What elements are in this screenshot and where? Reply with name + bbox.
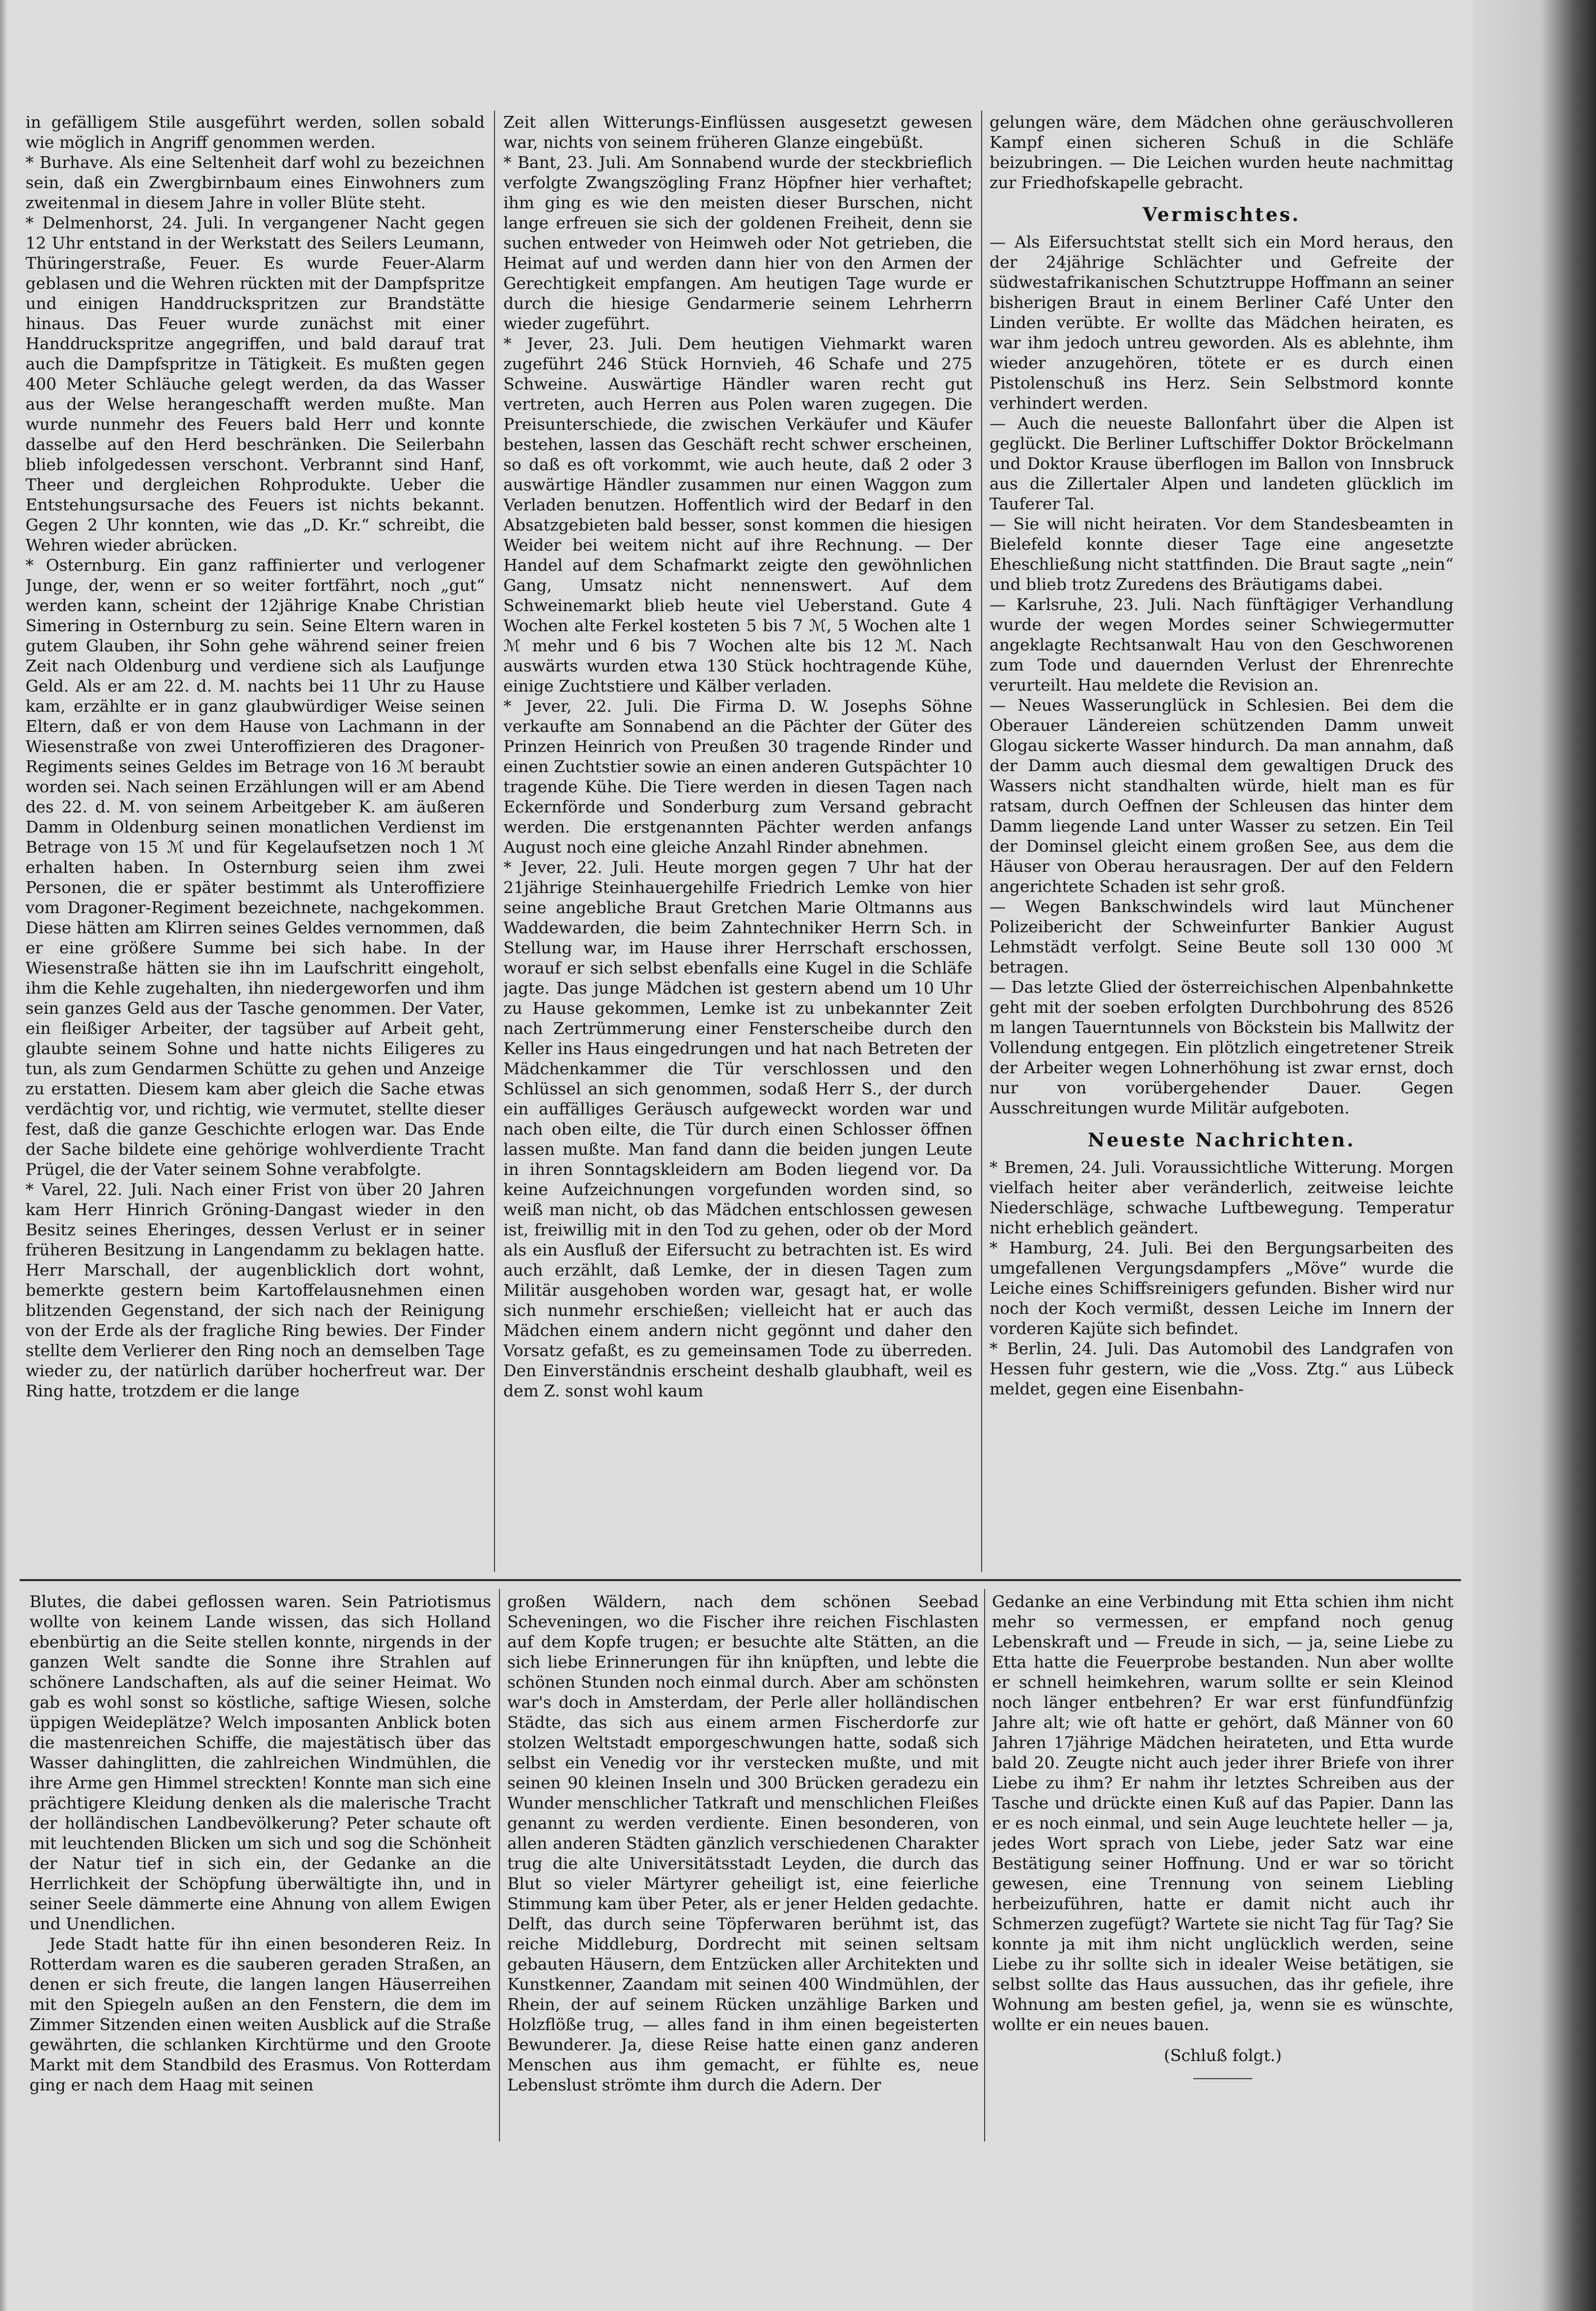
article-paragraph: gelungen wäre, dem Mädchen ohne geräuschvolleren Kampf einen sicheren Schuß in die Schläfe beizubringen. — Die Leichen wurden heute nachmittag zur Friedhofskapelle gebracht. [990, 112, 1454, 192]
article-paragraph: Zeit allen Witterungs-Einflüssen ausgesetzt gewesen war, nichts von seinem früheren Glanze eingebüßt. [503, 112, 972, 152]
article-paragraph: — Wegen Bankschwindels wird laut Münchener Polizeibericht der Schweinfurter Bankier August Lehmstädt verfolgt. Seine Beute soll 130 000 ℳ betragen. [990, 897, 1454, 976]
closing-rule [1193, 2078, 1252, 2079]
top-column-1 [26, 112, 485, 1576]
article-paragraph: Blutes, die dabei geflossen waren. Sein Patriotismus wollte von keinem Lande wissen, das sich Holland ebenbürtig an die Seite stellen konnte, nirgends in der ganzen Welt sandte die Sonne ihre Strahlen auf schönere Landschaften, als auf die seiner Heimat. Wo gab es wohl sonst so köstliche, saftige Wiesen, solche üppigen Weideplätze? Welch imposanten Anblick boten die mastenreichen Schiffe, die majestätisch über das Wasser dahinglitten, die zahlreichen Windmühlen, die ihre Arme gen Himmel streckten! Konnte man sich eine prächtigere Kleidung denken als die malerische Tracht der holländischen Landbevölkerung? Peter schaute oft mit leuchtenden Blicken um sich und sog die Schönheit der Natur tief in sich ein, der Gedanke an die Herrlichkeit der Schöpfung überwältigte ihn, und in seiner Seele dämmerte eine Ahnung von allem Ewigen und Unendlichen. [29, 1592, 491, 1933]
top-column-3 [990, 112, 1454, 1576]
article-paragraph: * Bremen, 24. Juli. Voraussichtliche Witterung. Morgen vielfach heiter aber veränderlich, zeitweise leichte Niederschläge, schwache Luftbewegung. Temperatur nicht erheblich geändert. [990, 1158, 1454, 1237]
column-rule-top-2 [981, 111, 982, 1572]
top-column-2 [503, 112, 972, 1576]
article-paragraph: großen Wäldern, nach dem schönen Seebad Scheveningen, wo die Fischer ihre reichen Fischlasten auf dem Kopfe trugen; er besuchte alte Stätten, an die sich liebe Erinnerungen für ihn knüpften, und lebte die schönen Stunden noch einmal durch. Aber am schönsten war's doch in Amsterdam, der Perle aller holländischen Städte, das sich aus einem armen Fischerdorfe zur stolzen Weltstadt emporgeschwungen hatte, sodaß sich selbst ein Venedig vor ihr verstecken mußte, und mit seinen 90 kleinen Inseln und 300 Brücken geradezu ein Wunder menschlicher Tatkraft und menschlichen Fleißes genannt zu werden verdiente. Einen besonderen, von allen anderen Städten gänzlich verschiedenen Charakter trug die alte Universitätsstadt Leyden, die durch das Blut so vieler Märtyrer geheiligt ist, eine feierliche Stimmung kam über Peter, als er jener Helden gedachte. Delft, das durch seine Töpferwaren berühmt ist, das reiche Middleburg, Dordrecht mit seinen seltsam gebauten Häusern, dem Entzücken aller Architekten und Kunstkenner, Zaandam mit seinen 400 Windmühlen, der Rhein, der auf seinem Rücken unzählige Barken und Holzflöße trug, — alles fand in ihm einen begeisterten Bewunderer. Ja, diese Reise hatte einen ganz anderen Menschen aus ihm gemacht, er fühlte es, neue Lebenslust strömte ihm durch die Adern. Der [507, 1592, 979, 2094]
article-paragraph: * Hamburg, 24. Juli. Bei den Bergungsarbeiten des umgefallenen Vergungsdampfers „Möve“ wurde die Leiche eines Schiffsreinigers gefunden. Bisher wird nur noch der Koch vermißt, dessen Leiche im Innern der vorderen Kajüte sich befindet. [990, 1238, 1454, 1338]
column-rule-top-1 [494, 111, 495, 1572]
article-paragraph: — Sie will nicht heiraten. Vor dem Standesbeamten in Bielefeld konnte dieser Tage eine angesetzte Eheschließung nicht stattfinden. Die Braut sagte „nein“ und blieb trotz Zuredens des Bräutigams dabei. [990, 514, 1454, 594]
article-paragraph: Gedanke an eine Verbindung mit Etta schien ihm nicht mehr so vermessen, er empfand noch genug Lebenskraft und — Freude in sich, — ja, seine Liebe zu Etta hatte die Feuerprobe bestanden. Nun aber wollte er schnell heimkehren, warum sollte er sein Kleinod noch länger entbehren? Er war erst fünfundfünfzig Jahre alt; wie oft hatte er gehört, daß Männer von 60 Jahren 17jährige Mädchen heirateten, und Etta wurde bald 20. Zeugte nicht auch jeder ihrer Briefe von ihrer Liebe zu ihm? Er nahm ihr letztes Schreiben aus der Tasche und drückte einen Kuß auf das Papier. Dann las er es noch einmal, und sein Auge leuchtete heller — ja, jedes Wort sprach von Liebe, jeder Satz war eine Bestätigung seiner Hoffnung. Und er war so töricht gewesen, eine Trennung von seinem Liebling herbeizuführen, hatte er damit nicht auch ihr Schmerzen zugefügt? Wartete sie nicht Tag für Tag? Sie konnte ja mit ihm nicht unglücklich werden, seine Liebe zu ihr sollte sich in idealer Weise betätigen, sie selbst sollte das Haus aussuchen, das ihr gefiele, ihre Wohnung am besten gefiel, ja, wenn sie es wünschte, wollte er ein neues bauen. [992, 1592, 1454, 2034]
article-paragraph: * Burhave. Als eine Seltenheit darf wohl zu bezeichnen sein, daß ein Zwergbirnbaum eines Einwohners zum zweitenmal in diesem Jahre in voller Blüte steht. [26, 153, 485, 212]
section-divider [20, 1579, 1461, 1581]
article-paragraph: * Bant, 23. Juli. Am Sonnabend wurde der steckbrieflich verfolgte Zwangszögling Franz Höpfner hier verhaftet; ihm ging es wie den meisten dieser Burschen, nicht lange erfreuen sie sich der goldenen Freiheit, denn sie suchen entweder von Heimweh oder Not getrieben, die Heimat auf und werden dann hier von den Armen der Gerechtigkeit empfangen. Am heutigen Tage wurde er durch die hiesige Gendarmerie seinem Lehrherrn wieder zugeführt. [503, 153, 972, 333]
article-paragraph: — Das letzte Glied der österreichischen Alpenbahnkette geht mit der soeben erfolgten Durchbohrung des 8526 m langen Tauerntunnels von Böckstein bis Mallwitz der Vollendung entgegen. Ein plötzlich eingetretener Streik der Arbeiter wegen Lohnerhöhung ist zwar ernst, doch nur von vorübergehender Dauer. Gegen Ausschreitungen wurde Militär aufgeboten. [990, 977, 1454, 1117]
page-right-edge [1473, 0, 1596, 2311]
bottom-column-3 [992, 1591, 1454, 2142]
page-left-edge [0, 0, 7, 2311]
section-heading-neueste-nachrichten: Neueste Nachrichten. [1088, 1129, 1355, 1151]
article-paragraph: * Varel, 22. Juli. Nach einer Frist von über 20 Jahren kam Herr Hinrich Gröning-Dangast wieder in den Besitz seines Eheringes, dessen Verlust er in seiner früheren Besitzung in Langendamm zu beklagen hatte. Herr Marschall, der augenblicklich dort wohnt, bemerkte gestern beim Kartoffelausnehmen einen blitzenden Gegenstand, der sich nach der Reinigung von der Erde als der fragliche Ring bewies. Der Finder stellte dem Verlierer den Ring noch an demselben Tage wieder zu, der natürlich darüber hocherfreut war. Der Ring hatte, trotzdem er die lange [26, 1180, 485, 1400]
article-paragraph: — Neues Wasserunglück in Schlesien. Bei dem die Oberauer Ländereien schützenden Damm unweit Glogau sickerte Wasser hindurch. Da man annahm, daß der Damm auch diesmal dem gewaltigen Druck des Wassers nicht standhalten würde, hielt man es für ratsam, durch Oeffnen der Schleusen das hinter dem Damm liegende Land unter Wasser zu setzen. Ein Teil der Dominsel gleicht einem großen See, aus dem die Häuser von Oberau herausragen. Der auf den Feldern angerichtete Schaden ist sehr groß. [990, 696, 1454, 896]
article-paragraph: Jede Stadt hatte für ihn einen besonderen Reiz. In Rotterdam waren es die sauberen geraden Straßen, an denen er sich freute, die langen langen Häuserreihen mit den Spiegeln außen an den Fenstern, die dem im Zimmer Sitzenden einen weiten Ausblick auf die Straße gewährten, die schlanken Kirchtürme und den Groote Markt mit dem Standbild des Erasmus. Von Rotterdam ging er nach dem Haag mit seinen [29, 1934, 491, 2094]
article-paragraph: * Jever, 23. Juli. Dem heutigen Viehmarkt waren zugeführt 246 Stück Hornvieh, 46 Schafe und 275 Schweine. Auswärtige Händler waren recht gut vertreten, auch Herren aus Polen waren zugegen. Die Preisunterschiede, die zwischen Verkäufer und Käufer bestehen, lassen das Geschäft recht schwer erscheinen, so daß es oft vorkommt, wie auch heute, daß 2 oder 3 auswärtige Händler zusammen nur einen Waggon zum Verladen benutzen. Hoffentlich wird der Bedarf in den Absatzgebieten bald besser, sonst kommen die hiesigen Weider bei weitem nicht auf ihre Rechnung. — Der Handel auf dem Schafmarkt zeigte den gewöhnlichen Gang, Umsatz nicht nennenswert. Auf dem Schweinemarkt blieb heute viel Ueberstand. Gute 4 Wochen alte Ferkel kosteten 5 bis 7 ℳ, 5 Wochen alte 1 ℳ mehr und 6 bis 7 Wochen alte bis 12 ℳ. Nach auswärts wurden etwa 130 Stück hochtragende Kühe, einige Zuchtstiere und Kälber verladen. [503, 334, 972, 696]
section-heading-vermischtes: Vermischtes. [1142, 203, 1301, 225]
article-paragraph: — Als Eifersuchtstat stellt sich ein Mord heraus, den der 24jährige Schlächter und Gefreite der südwestafrikanischen Schutztruppe Hoffmann an seiner bisherigen Braut in einem Berliner Café Unter den Linden verübte. Er wollte das Mädchen heiraten, es war ihm jedoch untreu geworden. Als es ablehnte, ihm wieder anzugehören, tötete er es durch einen Pistolenschuß ins Herz. Sein Selbstmord konnte verhindert werden. [990, 232, 1454, 413]
column-rule-bottom-1 [499, 1589, 500, 2142]
article-paragraph: — Karlsruhe, 23. Juli. Nach fünftägiger Verhandlung wurde der wegen Mordes seiner Schwiegermutter angeklagte Rechtsanwalt Hau von den Geschworenen zum Tode und dauernden Verlust der Ehrenrechte verurteilt. Hau meldete die Revision an. [990, 595, 1454, 695]
article-paragraph: — Auch die neueste Ballonfahrt über die Alpen ist geglückt. Die Berliner Luftschiffer Doktor Bröckelmann und Doktor Krause überflogen im Ballon von Innsbruck aus die Zillertaler Alpen und landeten glücklich im Tauferer Tal. [990, 414, 1454, 513]
bottom-column-2 [507, 1591, 979, 2142]
column-rule-bottom-2 [984, 1589, 985, 2142]
article-paragraph: * Delmenhorst, 24. Juli. In vergangener Nacht gegen 12 Uhr entstand in der Werkstatt des Seilers Leumann, Thüringerstraße, Feuer. Es wurde Feuer-Alarm geblasen und die Wehren rückten mit der Dampfspritze und einigen Handdruckspritzen zur Brandstätte hinaus. Das Feuer wurde zunächst mit einer Handdruckspritze angegriffen, und bald darauf trat auch die Dampfspritze in Tätigkeit. Es mußten gegen 400 Meter Schläuche gelegt werden, da das Wasser aus der Welse herangeschafft werden mußte. Man wurde nunmehr des Feuers bald Herr und konnte dasselbe auf den Herd beschränken. Die Seilerbahn blieb infolgedessen verschont. Verbrannt sind Hanf, Theer und dergleichen Rohprodukte. Ueber die Entstehungsursache des Feuers ist nichts bekannt. Gegen 2 Uhr konnten, wie das „D. Kr.“ schreibt, die Wehren wieder abrücken. [26, 213, 485, 555]
article-paragraph: * Berlin, 24. Juli. Das Automobil des Landgrafen von Hessen fuhr gestern, wie die „Voss. Ztg.“ aus Lübeck meldet, gegen eine Eisenbahn- [990, 1339, 1454, 1398]
article-paragraph: in gefälligem Stile ausgeführt werden, sollen sobald wie möglich in Angriff genommen werden. [26, 112, 485, 152]
article-paragraph: * Osternburg. Ein ganz raffinierter und verlogener Junge, der, wenn er so weiter fortfährt, noch „gut“ werden kann, scheint der 12jährige Knabe Christian Simering in Osternburg zu sein. Seine Eltern waren in gutem Glauben, ihr Sohn gehe während seiner freien Zeit nach Oldenburg und verdiene sich als Laufjunge Geld. Als er am 22. d. M. nachts bei 11 Uhr zu Hause kam, erzählte er in ganz glaubwürdiger Weise seinen Eltern, daß er von dem Hause von Lachmann in der Wiesenstraße von zwei Unteroffizieren des Dragoner-Regiments seines Geldes im Betrage von 16 ℳ beraubt worden sei. Nach seinen Erzählungen will er am Abend des 22. d. M. von seinem Arbeitgeber K. am äußeren Damm in Oldenburg seinen monatlichen Verdienst im Betrage von 15 ℳ und für Kegelaufsetzen noch 1 ℳ erhalten haben. In Osternburg seien ihm zwei Personen, die er später bestimmt als Unteroffiziere vom Dragoner-Regiment bezeichnete, nachgekommen. Diese hätten am Klirren seines Geldes vernommen, daß er eine größere Summe bei sich habe. In der Wiesenstraße hätten sie ihn im Laufschritt eingeholt, ihm die Kehle zugehalten, ihn niedergeworfen und ihm sein ganzes Geld aus der Tasche genommen. Der Vater, ein fleißiger Arbeiter, der tagsüber auf Arbeit geht, glaubte seinem Sohne und hatte nichts Eiligeres zu tun, als zum Gendarmen Schütte zu gehen und Anzeige zu erstatten. Diesem kam aber gleich die Sache etwas verdächtig vor, und richtig, wie vermutet, stellte dieser fest, daß die ganze Geschichte erlogen war. Das Ende der Sache bildete eine gehörige wohlverdiente Tracht Prügel, die der Vater seinem Sohne verabfolgte. [26, 556, 485, 1179]
continuation-note: (Schluß folgt.) [1164, 2046, 1282, 2065]
article-paragraph: * Jever, 22. Juli. Die Firma D. W. Josephs Söhne verkaufte am Sonnabend an die Pächter der Güter des Prinzen Heinrich von Preußen 30 tragende Rinder und einen Zuchtstier sowie an einen anderen Gutspächter 10 tragende Kühe. Die Tiere werden in diesen Tagen nach Eckernförde und Sonderburg zum Versand gebracht werden. Die erstgenannten Pächter werden anfangs August noch eine gleiche Anzahl Rinder abnehmen. [503, 696, 972, 857]
bottom-column-1 [29, 1591, 491, 2142]
article-paragraph: * Jever, 22. Juli. Heute morgen gegen 7 Uhr hat der 21jährige Steinhauergehilfe Friedrich Lemke von hier seine angebliche Braut Gretchen Marie Oltmanns aus Waddewarden, die beim Zahntechniker Herrn Sch. in Stellung war, im Hause ihrer Herrschaft erschossen, worauf er sich selbst ebenfalls eine Kugel in die Schläfe jagte. Das junge Mädchen ist gestern abend um 10 Uhr zu Hause gekommen, Lemke ist zu unbekannter Zeit nach Zertrümmerung einer Fensterscheibe durch den Keller ins Haus eingedrungen und hat nach Betreten der Mädchenkammer die Tür verschlossen und den Schlüssel an sich genommen, sodaß Herr S., der durch ein auffälliges Geräusch aufgeweckt worden war und nach oben eilte, die Tür durch einen Schlosser öffnen lassen mußte. Man fand dann die beiden jungen Leute in ihren Sonntagskleidern am Boden liegend vor. Da keine Aufzeichnungen vorgefunden worden sind, so weiß man nicht, ob das Mädchen entschlossen gewesen ist, freiwillig mit in den Tod zu gehen, oder ob der Mord als ein Ausfluß der Eifersucht zu betrachten ist. Es wird auch erzählt, daß Lemke, der in diesen Tagen zum Militär ausgehoben worden war, gesagt hat, er wolle sich nunmehr erschießen; vielleicht hat er auch das Mädchen einem andern nicht gegönnt und daher den Vorsatz gefaßt, es zu gemeinsamen Tode zu überreden. Den Einverständnis erscheint deshalb glaubhaft, weil es dem Z. sonst wohl kaum [503, 858, 972, 1400]
